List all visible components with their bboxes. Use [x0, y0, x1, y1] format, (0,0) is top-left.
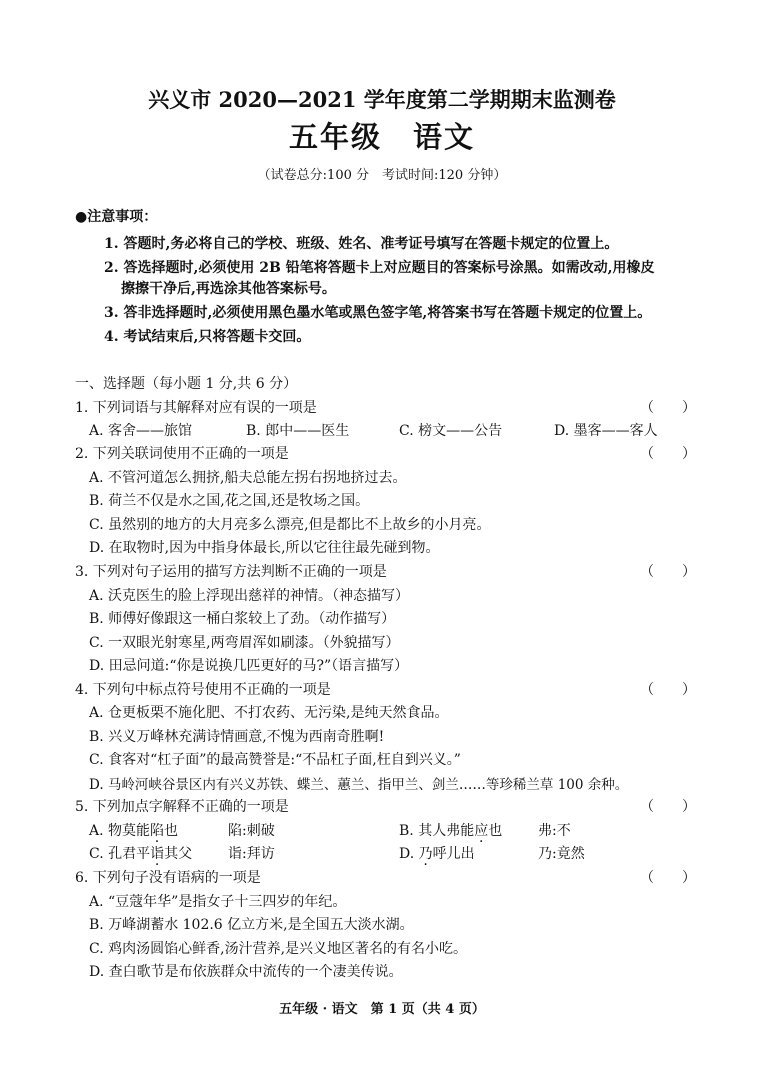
question-stem: 1. 下列词语与其解释对应有误的一项是	[75, 400, 317, 416]
option-a: A. 客舍——旅馆	[89, 423, 193, 439]
option-text: 也	[488, 823, 503, 839]
option-a: A. “豆蔻年华”是指女子十三四岁的年纪。	[89, 894, 347, 910]
option-text: D.	[399, 846, 419, 862]
question-stem: 2. 下列关联词使用不正确的一项是	[75, 446, 289, 462]
option-b	[399, 820, 502, 840]
note-item: 4. 考试结束后,只将答题卡交回。	[104, 329, 311, 345]
option-text: 也	[164, 823, 179, 839]
section-heading: 一、选择题（每小题 1 分,共 6 分）	[75, 376, 298, 392]
option-d: D. 查白歌节是布依族群众中流传的一个凄美传说。	[89, 964, 403, 980]
dotted-char: 乃	[418, 846, 433, 862]
question-stem: 5. 下列加点字解释不正确的一项是	[75, 799, 289, 815]
option-d	[399, 843, 475, 863]
option-b: B. 荷兰不仅是水之国,花之国,还是牧场之国。	[89, 493, 370, 509]
page-footer: 五年级 · 语文 第 1 页（共 4 页）	[279, 1002, 485, 1017]
dotted-char: 应	[474, 823, 489, 839]
option-text: 呼儿出	[432, 846, 475, 862]
option-text: A. 物莫能	[89, 823, 151, 839]
option-c	[89, 843, 192, 863]
option-a: A. 仓更板栗不施化肥、不打农药、无污染,是纯天然食品。	[89, 705, 449, 721]
option-d: D. 在取物时,因为中指身体最长,所以它往往最先碰到物。	[89, 540, 440, 556]
option-b: B. 万峰湖蓄水 102.6 亿立方米,是全国五大淡水湖。	[89, 917, 414, 933]
option-a	[89, 820, 178, 840]
option-b: B. 兴义万峰林充满诗情画意,不愧为西南奇胜啊!	[89, 729, 385, 745]
gloss-c: 诣:拜访	[228, 846, 275, 862]
option-a: A. 不管河道怎么拥挤,船夫总能左拐右拐地挤过去。	[89, 470, 407, 486]
option-text: C. 孔君平	[89, 846, 151, 862]
notes-heading: ●注意事项：	[75, 209, 158, 225]
question-stem: 3. 下列对句子运用的描写方法判断不正确的一项是	[75, 564, 387, 580]
option-c: C. 鸡肉汤圆馅心鲜香,汤汁营养,是兴义地区著名的有名小吃。	[89, 941, 468, 957]
gloss-d: 乃:竟然	[538, 846, 585, 862]
note-item: 2. 答选择题时,必须使用 2B 铅笔将答题卡上对应题目的答案标号涂黑。如需改动,用橡皮	[104, 260, 655, 276]
option-d: D. 墨客——客人	[554, 423, 658, 439]
option-c: C. 榜文——公告	[399, 423, 503, 439]
option-b: B. 师傅好像跟这一桶白浆较上了劲。（动作描写）	[89, 611, 396, 627]
option-c: C. 一双眼光射寒星,两弯眉浑如刷漆。（外貌描写）	[89, 635, 400, 651]
gloss-a: 陷:刺破	[228, 823, 275, 839]
note-item: 1. 答题时,务必将自己的学校、班级、姓名、准考证号填写在答题卡规定的位置上。	[104, 236, 619, 252]
dotted-char: 陷	[150, 823, 165, 839]
answer-blank: （ ）	[640, 870, 696, 886]
option-d: D. 马岭河峡谷景区内有兴义苏铁、蝶兰、蕙兰、指甲兰、剑兰……等珍稀兰草 100 余种。	[89, 777, 629, 793]
option-b: B. 郎中——医生	[246, 423, 350, 439]
option-d: D. 田忌问道:“你是说换几匹更好的马?”（语言描写）	[89, 658, 409, 674]
answer-blank: （ ）	[640, 799, 696, 815]
option-c: C. 虽然别的地方的大月亮多么漂亮,但是都比不上故乡的小月亮。	[89, 517, 491, 533]
answer-blank: （ ）	[640, 400, 696, 416]
exam-info: （试卷总分:100 分 考试时间:120 分钟）	[257, 168, 507, 183]
answer-blank: （ ）	[640, 564, 696, 580]
note-item: 3. 答非选择题时,必须使用黑色墨水笔或黑色签字笔,将答案书写在答题卡规定的位置上。	[104, 305, 652, 321]
option-text: B. 其人弗能	[399, 823, 475, 839]
answer-blank: （ ）	[640, 682, 696, 698]
answer-blank: （ ）	[640, 446, 696, 462]
exam-subject: 五年级 语文	[288, 120, 475, 154]
question-stem: 6. 下列句子没有语病的一项是	[75, 870, 261, 886]
gloss-b: 弗:不	[538, 823, 571, 839]
dotted-char: 诣	[150, 846, 165, 862]
question-stem: 4. 下列句中标点符号使用不正确的一项是	[75, 682, 331, 698]
exam-title: 兴义市 2020—2021 学年度第二学期期末监测卷	[148, 87, 616, 112]
note-item: 擦擦干净后,再选涂其他答案标号。	[121, 281, 336, 297]
option-text: 其父	[164, 846, 193, 862]
option-a: A. 沃克医生的脸上浮现出慈祥的神情。（神态描写）	[89, 588, 410, 604]
option-c: C. 食客对“杠子面”的最高赞誉是:“不品杠子面,枉自到兴义。”	[89, 752, 461, 768]
